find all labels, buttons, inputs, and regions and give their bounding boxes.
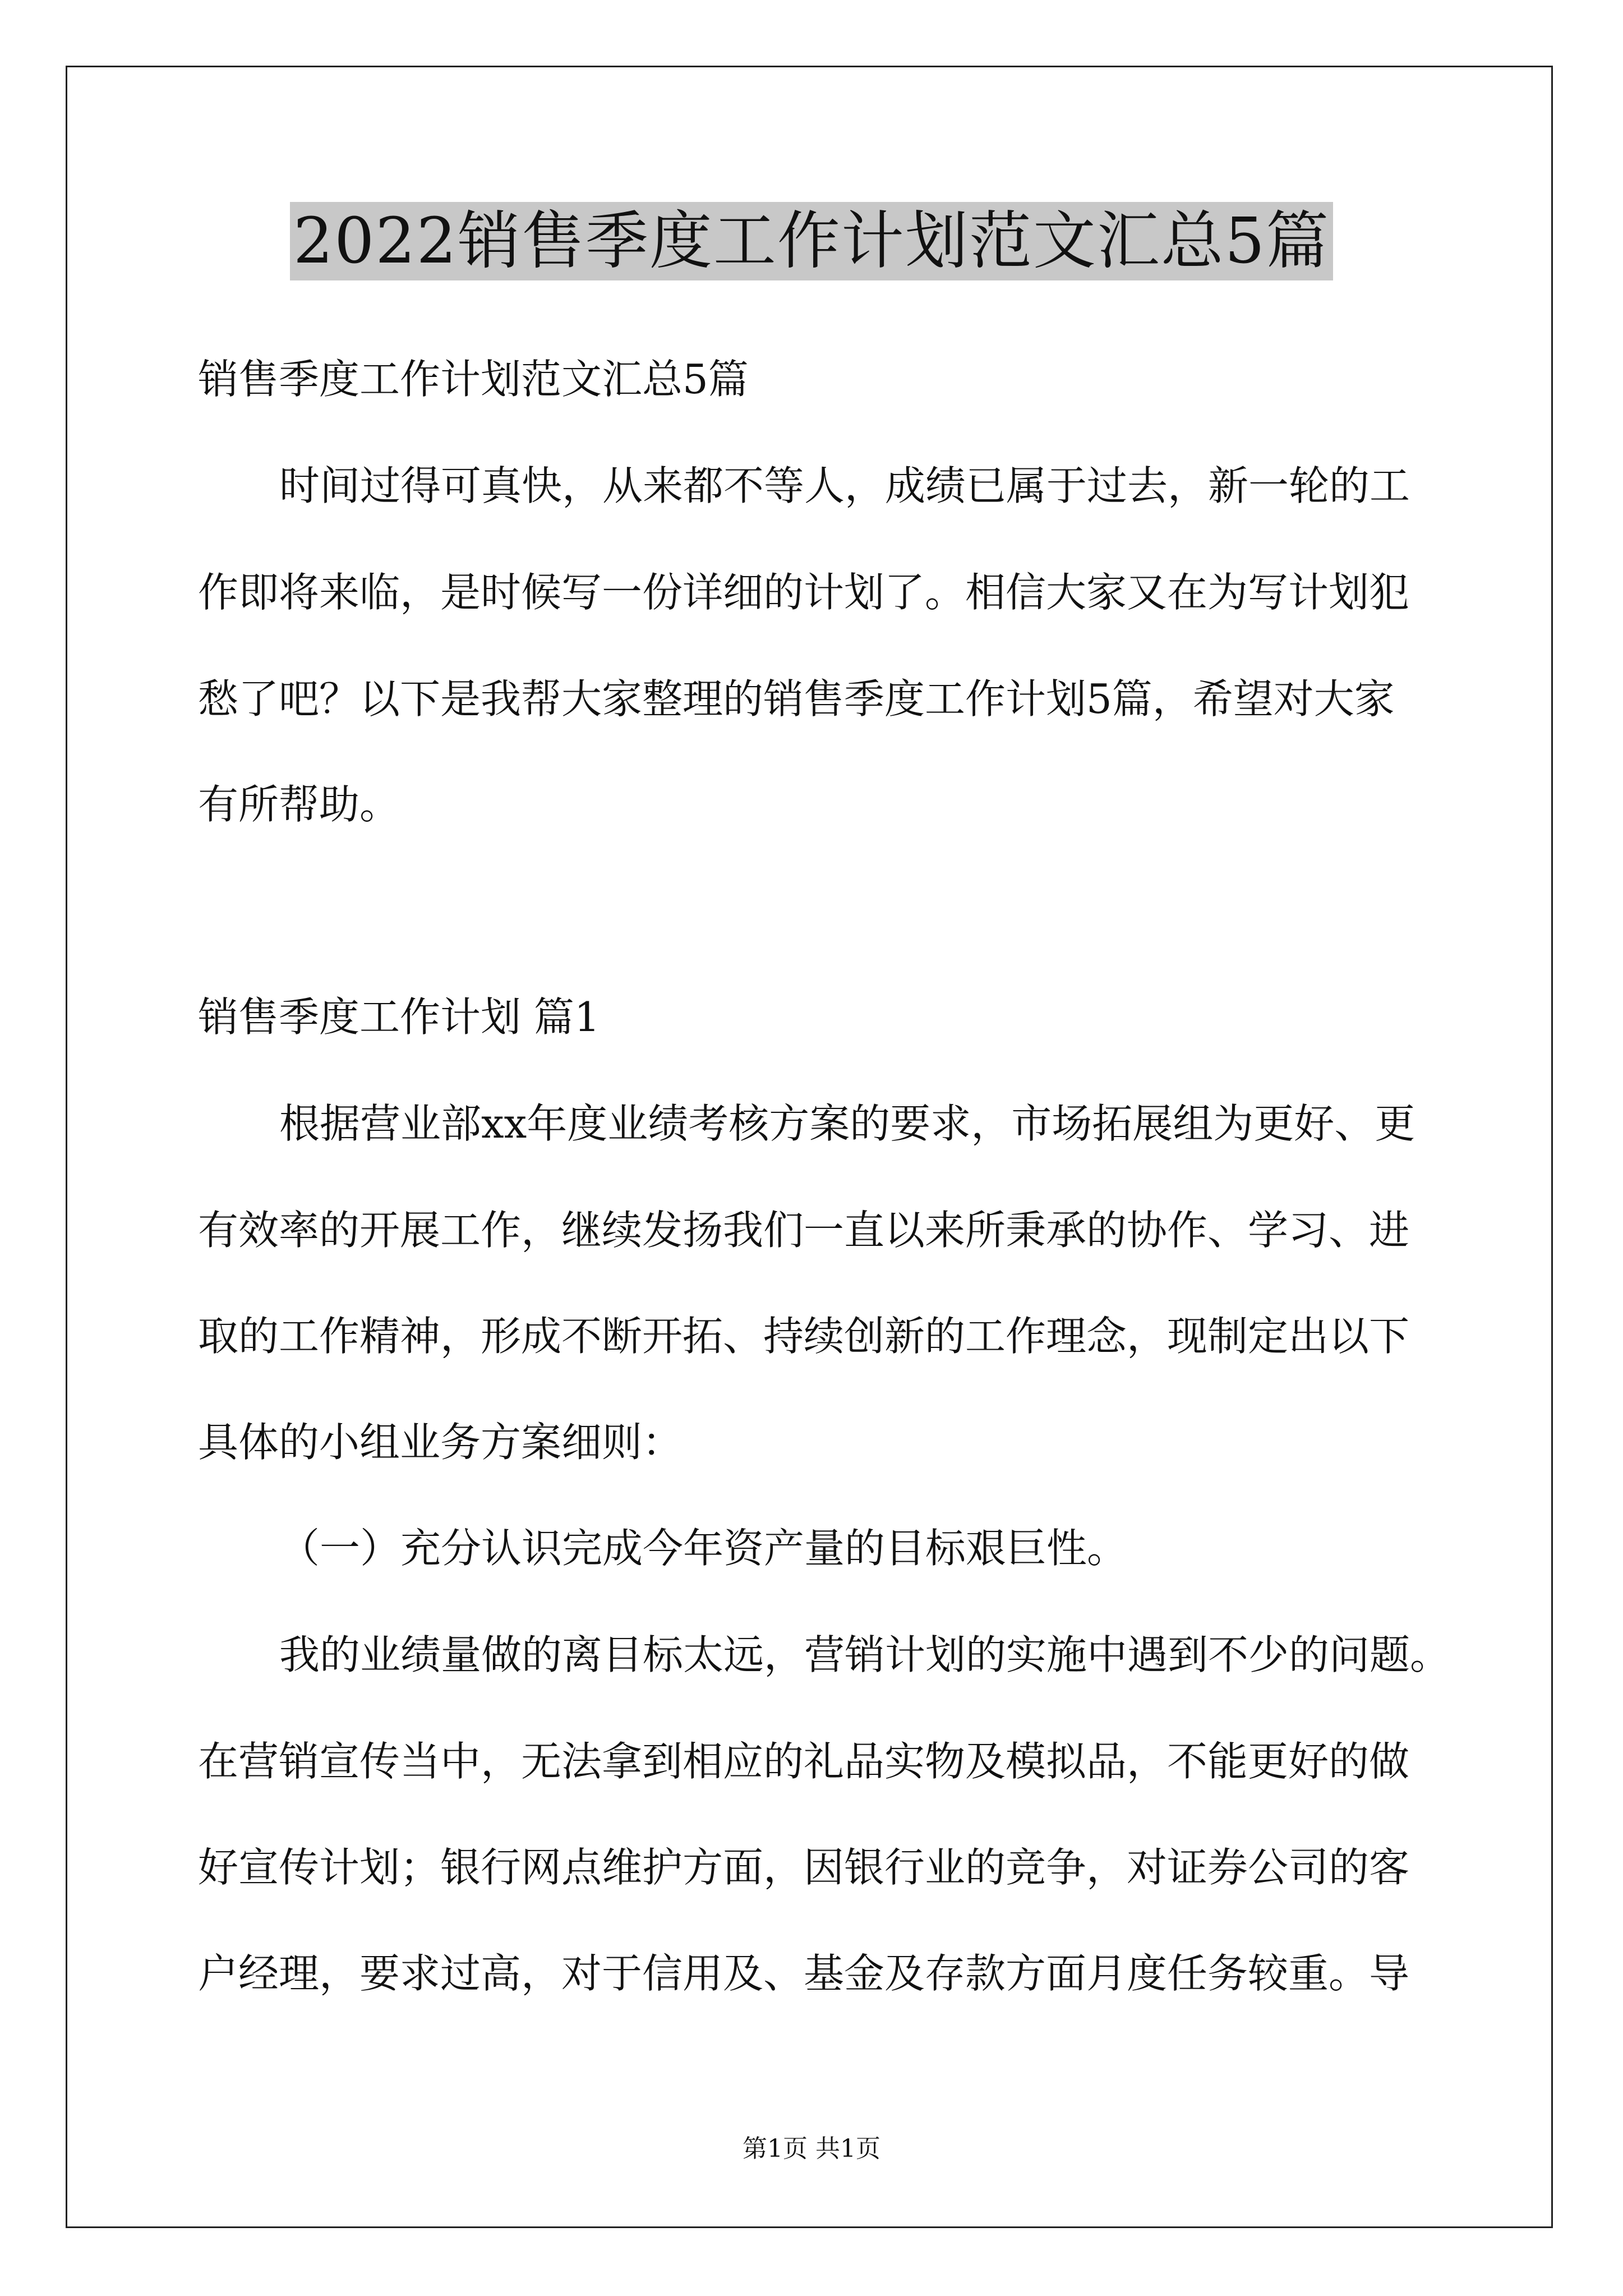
subheading: （一）充分认识完成今年资产量的目标艰巨性。 — [279, 1525, 1128, 1572]
intro-line: 时间过得可真快，从来都不等人，成绩已属于过去，新一轮的工 — [279, 462, 1410, 509]
paragraph-line: 有效率的开展工作，继续发扬我们一直以来所秉承的协作、学习、进 — [198, 1207, 1410, 1254]
paragraph-line: 取的工作精神，形成不断开拓、持续创新的工作理念，现制定出以下 — [198, 1313, 1410, 1360]
document-title: 2022销售季度工作计划范文汇总5篇 — [290, 202, 1333, 280]
paragraph-line: 在营销宣传当中，无法拿到相应的礼品实物及模拟品，不能更好的做 — [198, 1738, 1410, 1785]
paragraph-line: 根据营业部xx年度业绩考核方案的要求，市场拓展组为更好、更 — [279, 1100, 1415, 1147]
section-heading: 销售季度工作计划 篇1 — [198, 993, 600, 1041]
document-subtitle: 销售季度工作计划范文汇总5篇 — [198, 356, 749, 403]
paragraph-line: 我的业绩量做的离目标太远，营销计划的实施中遇到不少的问题。 — [279, 1631, 1451, 1678]
page-number: 第1页 共1页 — [743, 2134, 880, 2163]
intro-line: 愁了吧？以下是我帮大家整理的销售季度工作计划5篇，希望对大家 — [198, 675, 1395, 723]
title-container — [0, 202, 1623, 280]
intro-line: 有所帮助。 — [198, 781, 400, 828]
intro-line: 作即将来临，是时候写一份详细的计划了。相信大家又在为写计划犯 — [198, 569, 1410, 616]
paragraph-line: 好宣传计划；银行网点维护方面，因银行业的竞争，对证券公司的客 — [198, 1844, 1410, 1891]
paragraph-line: 户经理，要求过高，对于信用及、基金及存款方面月度任务较重。导 — [198, 1950, 1410, 1997]
paragraph-line: 具体的小组业务方案细则： — [198, 1419, 683, 1466]
